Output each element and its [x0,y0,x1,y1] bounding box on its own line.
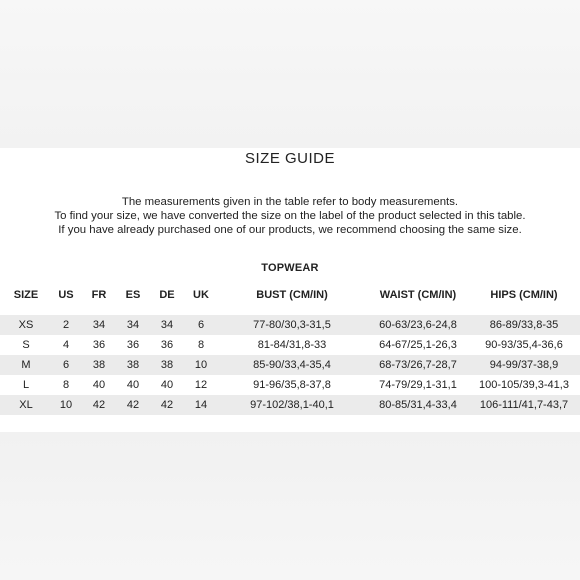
column-header: US [58,289,74,301]
table-cell: S [22,339,30,351]
table-row [0,315,580,335]
table-cell: 14 [186,395,216,415]
table-cell: 64-67/25,1-26,3 [379,339,457,351]
table-cell: 10 [186,355,216,375]
table-cell: 42 [80,395,118,415]
table-cell: 94-99/37-38,9 [468,355,580,375]
table-row [0,395,580,415]
intro-line: The measurements given in the table refer to body measurements. [121,196,459,208]
column-header: BUST (CM/IN) [256,289,328,301]
table-cell: 36 [160,339,174,351]
table-cell: M [0,355,52,375]
intro-line: To find your size, we have converted the size on the label of the product selected in this table. [54,210,526,222]
table-cell: 81-84/31,8-33 [257,339,327,351]
table-cell: 8 [197,339,205,351]
table-cell: 68-73/26,7-28,7 [368,355,468,375]
column-header: FR [91,289,107,301]
table-cell: 106-111/41,7-43,7 [468,395,580,415]
table-cell: 10 [52,395,80,415]
table-cell: 34 [148,315,186,335]
table-cell: 8 [62,379,70,391]
table-cell: 90-93/35,4-36,6 [485,339,563,351]
table-cell: XL [0,395,52,415]
spacer-row [0,307,580,315]
column-header: DE [159,289,175,301]
table-cell: 12 [194,379,208,391]
table-header-row [0,283,580,307]
column-header: HIPS (CM/IN) [490,289,558,301]
column-header: WAIST (CM/IN) [379,289,457,301]
table-cell: 38 [148,355,186,375]
table-cell: 6 [186,315,216,335]
table-row [0,355,580,375]
table-cell: 60-63/23,6-24,8 [368,315,468,335]
section-title: TOPWEAR [261,262,319,274]
table-cell: 40 [126,379,140,391]
table-cell: 4 [62,339,70,351]
table-cell: L [22,379,30,391]
table-cell: 36 [126,339,140,351]
table-cell: 80-85/31,4-33,4 [368,395,468,415]
table-cell: 2 [52,315,80,335]
table-row [0,375,580,395]
table-cell: 40 [92,379,106,391]
table-cell: 91-96/35,8-37,8 [253,379,331,391]
table-cell: 74-79/29,1-31,1 [379,379,457,391]
table-cell: 85-90/33,4-35,4 [216,355,368,375]
table-cell: 77-80/30,3-31,5 [216,315,368,335]
column-header: ES [125,289,141,301]
table-cell: XS [0,315,52,335]
table-cell: 97-102/38,1-40,1 [216,395,368,415]
table-cell: 38 [80,355,118,375]
table-cell: 40 [160,379,174,391]
intro-text [0,195,580,237]
table-cell: 36 [92,339,106,351]
page-title: SIZE GUIDE [244,150,335,167]
table-cell: 34 [118,315,148,335]
table-cell: 100-105/39,3-41,3 [479,379,569,391]
table-cell: 42 [148,395,186,415]
table-cell: 42 [118,395,148,415]
intro-line: If you have already purchased one of our products, we recommend choosing the same size. [58,224,522,236]
size-table [0,283,580,415]
size-guide-panel [0,148,580,432]
table-cell: 6 [52,355,80,375]
background-bottom [0,432,580,580]
table-row [0,335,580,355]
table-cell: 38 [118,355,148,375]
table-cell: 34 [80,315,118,335]
background-top [0,0,580,150]
column-header: UK [193,289,209,301]
table-cell: 86-89/33,8-35 [468,315,580,335]
column-header: SIZE [13,289,39,301]
